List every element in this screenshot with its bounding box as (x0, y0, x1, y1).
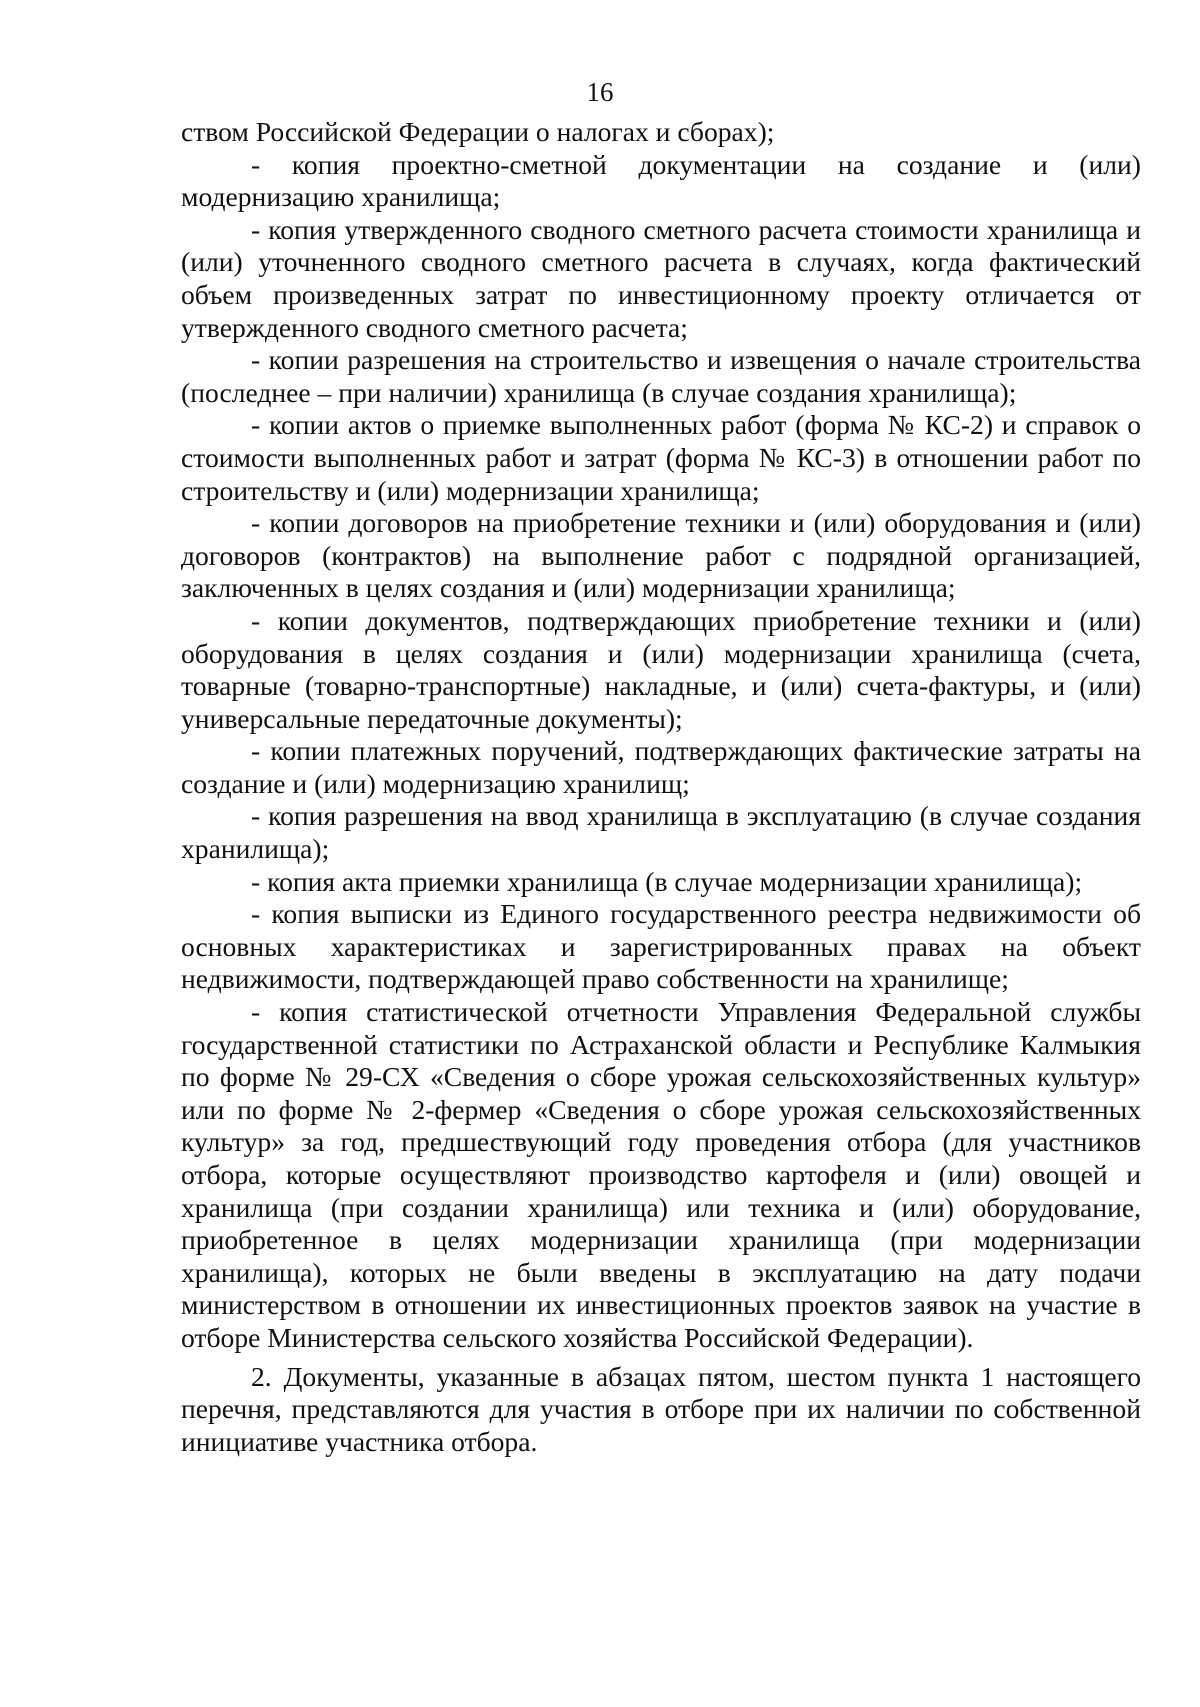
list-item-continuation: ством Российской Федерации о налогах и сборах); (181, 116, 775, 147)
page-number: 16 (586, 77, 614, 107)
document-body (181, 116, 1141, 1458)
list-item: - копия разрешения на ввод хранилища в эксплуатацию (в случае создания хранилища); (181, 800, 1141, 865)
list-item: - копии договоров на приобретение техники и (или) оборудования и (или) договоров (контрактов) на выполнение работ с подрядной организацией, заключенных в целях создания и (или) модернизации хранилища; (181, 507, 1141, 604)
list-item: - копия проектно-сметной документации на создание и (или) модернизацию хранилища; (181, 148, 1141, 213)
list-item: - копии актов о приемке выполненных работ (форма № КС-2) и справок о стоимости выполненных работ и затрат (форма № КС-3) в отношении работ по строительству и (или) модернизации хранилища; (181, 409, 1141, 506)
list-item: - копия акта приемки хранилища (в случае модернизации хранилища); (251, 865, 1083, 897)
list-item: - копия выписки из Единого государственного реестра недвижимости об основных характеристиках и зарегистрированных правах на объект недвижимости, подтверждающей право собственности на хранилище; (181, 898, 1141, 995)
list-item: - копия утвержденного сводного сметного расчета стоимости хранилища и (или) уточненного сводного сметного расчета в случаях, когда фактический объем произведенных затрат по инвестиционному проекту отличается от утвержденного сводного сметного расчета; (181, 213, 1141, 343)
list-item: - копии документов, подтверждающих приобретение техники и (или) оборудования в целях создания и (или) модернизации хранилища (счета, товарные (товарно-транспортные) накладные, и (или) счета-фактуры, и (или) универсальные передаточные документы); (181, 604, 1141, 734)
list-item: - копии платежных поручений, подтверждающих фактические затраты на создание и (или) модернизацию хранилищ; (181, 735, 1141, 799)
list-item: - копия статистической отчетности Управления Федеральной службы государственной статистики по Астраханской области и Республике Калмыкия по форме № 29-СХ «Сведения о сборе урожая сельскохозяйственных культур» или по форме № 2-фермер «Сведения о сборе урожая сельскохозяйственных культур» за год, предшествующий году проведения отбора (для участников отбора, которые осуществляют производство картофеля и (или) овощей и хранилища (при создании хранилища) или техника и (или) оборудование, приобретенное в целях модернизации хранилища (при модернизации хранилища), которых не были введены в эксплуатацию на дату подачи министерством в отношении их инвестиционных проектов заявок на участие в отборе Министерства сельского хозяйства Российской Федерации). (181, 996, 1141, 1353)
list-item: - копии разрешения на строительство и извещения о начале строительства (последнее – при наличии) хранилища (в случае создания хранилища); (181, 344, 1141, 408)
paragraph-2: 2. Документы, указанные в абзацах пятом, шестом пункта 1 настоящего перечня, представляются для участия в отборе при их наличии по собственной инициативе участника отбора. (181, 1360, 1141, 1457)
